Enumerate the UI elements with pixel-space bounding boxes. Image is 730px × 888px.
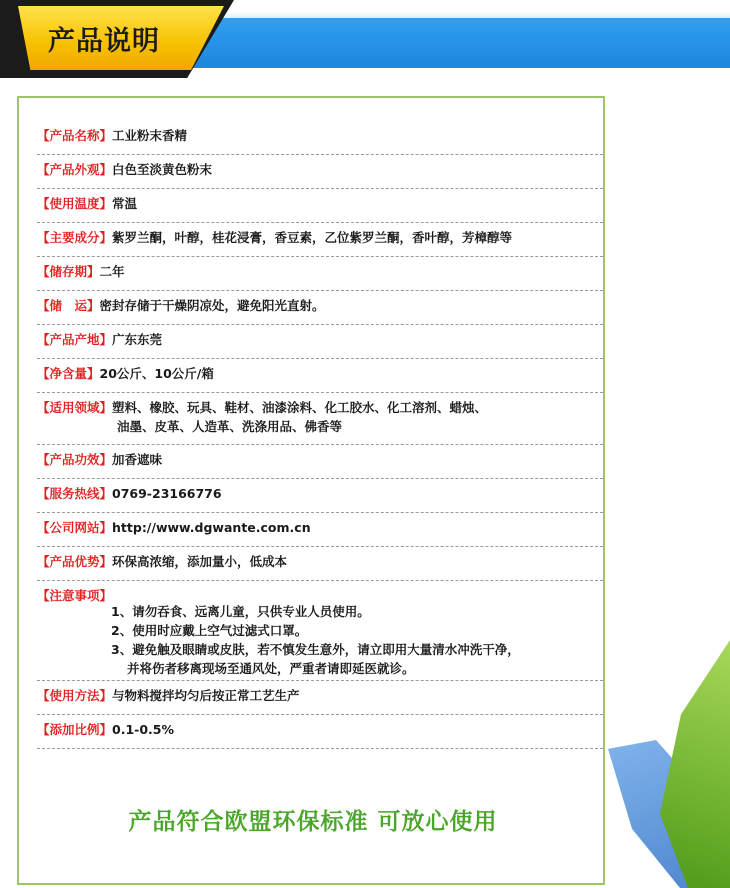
spec-row-name: 【产品名称】工业粉末香精	[37, 128, 188, 143]
divider	[37, 392, 603, 393]
divider	[37, 290, 603, 291]
spec-row-origin: 【产品产地】广东东莞	[37, 332, 163, 347]
divider	[37, 580, 603, 581]
divider	[37, 154, 603, 155]
spec-row-dosage: 【添加比例】0.1-0.5%	[37, 722, 175, 737]
page-title: 产品说明	[48, 26, 160, 57]
spec-row-advantage: 【产品优势】环保高浓缩，添加量小，低成本	[37, 554, 288, 569]
spec-row-shelf-life: 【储存期】二年	[37, 264, 125, 279]
divider	[37, 222, 603, 223]
precaution-item: 3、避免触及眼睛或皮肤，若不慎发生意外，请立即用大量清水冲洗干净，	[111, 642, 520, 657]
divider	[37, 444, 603, 445]
spec-row-precautions: 【注意事项】	[37, 588, 113, 603]
divider	[37, 188, 603, 189]
precaution-item: 1、请勿吞食、远离儿童，只供专业人员使用。	[111, 604, 370, 619]
compliance-slogan: 产品符合欧盟环保标准 可放心使用	[128, 809, 498, 835]
precautions-list	[111, 602, 601, 678]
precaution-item: 并将伤者移离现场至通风处，严重者请即延医就诊。	[127, 661, 415, 676]
divider	[37, 714, 603, 715]
divider	[37, 546, 603, 547]
divider	[37, 324, 603, 325]
spec-row-hotline: 【服务热线】0769-23166776	[37, 486, 222, 501]
divider	[37, 512, 603, 513]
divider	[37, 748, 603, 749]
spec-row-applications: 【适用领域】塑料、橡胶、玩具、鞋材、油漆涂料、化工胶水、化工溶剂、蜡烛、 油墨、皮革、人造革、洗涤用品、佛香等	[37, 400, 488, 434]
precaution-item: 2、使用时应戴上空气过滤式口罩。	[111, 623, 308, 638]
spec-row-storage: 【储 运】密封存储于干燥阴凉处，避免阳光直射。	[37, 298, 325, 313]
spec-row-temperature: 【使用温度】常温	[37, 196, 138, 211]
divider	[37, 358, 603, 359]
spec-row-ingredients: 【主要成分】紫罗兰酮，叶醇，桂花浸膏，香豆素，乙位紫罗兰酮，香叶醇，芳樟醇等	[37, 230, 513, 245]
spec-row-net-content: 【净含量】20公斤、10公斤/箱	[37, 366, 214, 381]
spec-row-function: 【产品功效】加香遮味	[37, 452, 163, 467]
spec-panel	[17, 96, 605, 885]
divider	[37, 478, 603, 479]
spec-row-website: 【公司网站】http://www.dgwante.com.cn	[37, 520, 311, 535]
spec-row-appearance: 【产品外观】白色至淡黄色粉末	[37, 162, 213, 177]
divider	[37, 256, 603, 257]
divider	[37, 680, 603, 681]
spec-row-usage: 【使用方法】与物料搅拌均匀后按正常工艺生产	[37, 688, 300, 703]
